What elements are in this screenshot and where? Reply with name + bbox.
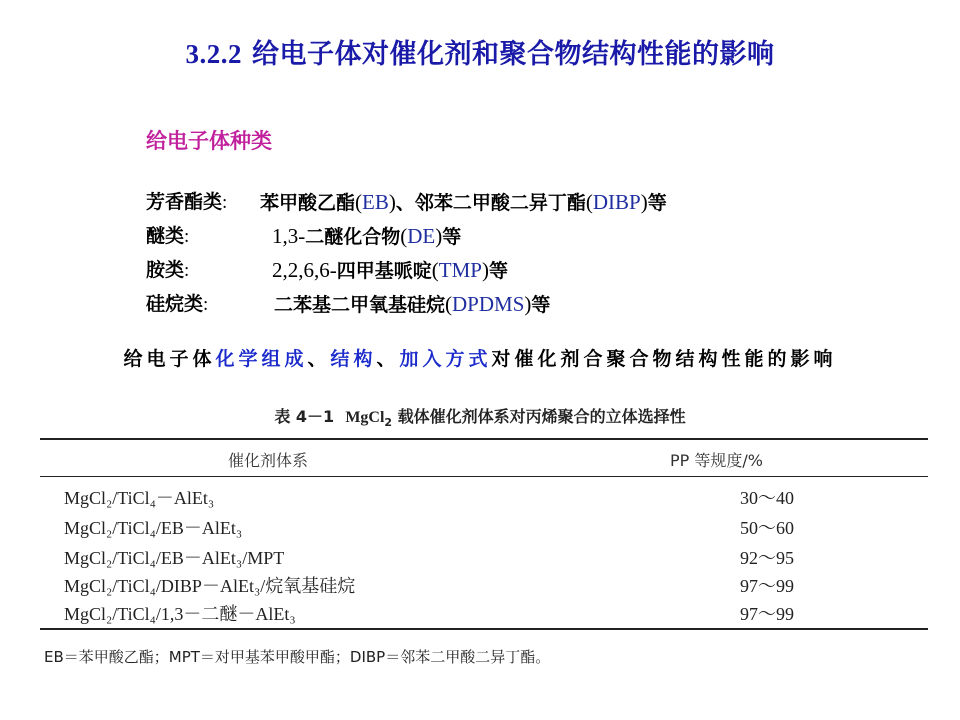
abbr-tmp: TMP [438,258,482,282]
donor-row-silane [146,287,866,321]
catalyst-system: MgCl₂/TiCl₄/EB－AlEt₃/MPT [64,548,285,568]
donor-list [146,185,866,321]
slide-title [0,32,960,71]
abbr-eb: EB [362,190,389,214]
title-text: 给电子体对催化剂和聚合物结构性能的影响 [251,39,775,70]
isotacticity-value: 92～95 [740,548,794,568]
highlight-addition-method: 加入方式 [399,348,492,370]
donor-row-amine [146,253,866,287]
donor-compounds: 二苯基二甲氧基硅烷(DPDMS)等 [274,292,551,316]
table-row [64,544,924,574]
donor-row-aromatic-ester [146,185,866,219]
abbr-dibp: DIBP [592,190,641,214]
highlight-chemical-composition: 化学组成 [215,348,308,370]
subtitle: 给电子体种类 [146,129,272,153]
table-row [64,572,924,602]
donor-compounds: 1,3-二醚化合物(DE)等 [272,224,462,248]
table-bottom-rule [40,628,928,630]
table-header-isotacticity: PP 等规度/% [670,451,763,470]
isotacticity-value: 30～40 [740,488,794,508]
catalyst-system: MgCl₂/TiCl₄－AlEt₃ [64,488,215,508]
table-row [64,484,924,514]
section-number: 3.2.2 [185,39,243,69]
catalyst-system: MgCl₂/TiCl₄/DIBP－AlEt₃/烷氧基硅烷 [64,576,356,596]
isotacticity-value: 97～99 [740,576,794,596]
donor-row-ether [146,219,866,253]
isotacticity-value: 97～99 [740,604,794,624]
table-caption: 表 4－1 MgCl$_2$ 载体催化剂体系对丙烯聚合的立体选择性 [274,407,686,430]
table-header-rule [40,476,928,477]
donor-category: 芳香酯类: [146,191,228,213]
catalyst-system: MgCl₂/TiCl₄/EB－AlEt₃ [64,518,243,538]
donor-compounds: 2,2,6,6-四甲基哌啶(TMP)等 [272,258,508,282]
table-top-rule [40,438,928,440]
donor-compounds: 苯甲酸乙酯(EB)、邻苯二甲酸二异丁酯(DIBP)等 [260,190,667,214]
highlight-structure: 结构 [330,348,377,370]
table-footnote: EB＝苯甲酸乙酯；MPT＝对甲基苯甲酸甲酯；DIBP＝邻苯二甲酸二异丁酯。 [44,648,551,666]
donor-category: 醚类: [146,225,190,247]
table-header-system: 催化剂体系 [228,451,309,470]
effect-statement: 给电子体化学组成、结构、加入方式对催化剂合聚合物结构性能的影响 [123,348,837,370]
abbr-de: DE [407,224,436,248]
table-row [64,600,924,630]
abbr-dpdms: DPDMS [452,292,525,316]
isotacticity-value: 50～60 [740,518,794,538]
donor-category: 胺类: [146,259,190,281]
catalyst-system: MgCl₂/TiCl₄/1,3－二醚－AlEt₃ [64,604,296,624]
table-row [64,514,924,544]
donor-category: 硅烷类: [146,293,209,315]
